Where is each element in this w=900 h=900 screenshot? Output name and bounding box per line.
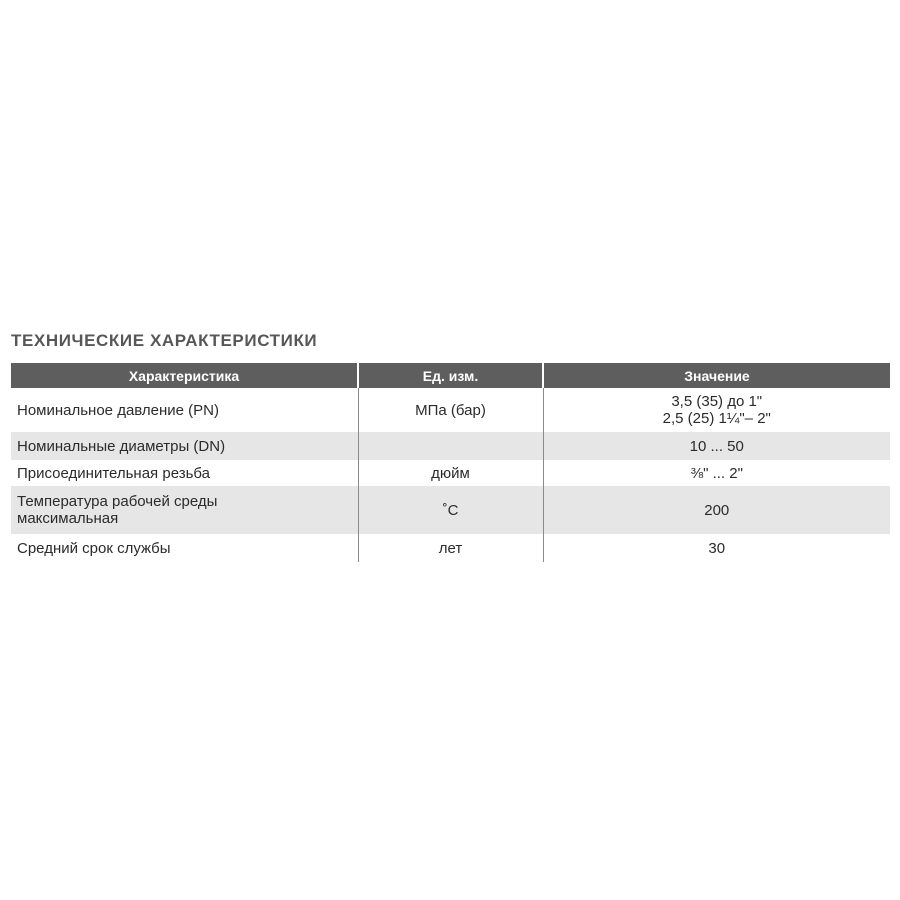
row-name: Присоединительная резьба xyxy=(17,464,210,482)
row-unit xyxy=(358,432,543,460)
header-value: Значение xyxy=(543,363,890,388)
table-row xyxy=(11,486,890,534)
table-header-row xyxy=(11,363,890,388)
table-row xyxy=(11,388,890,432)
section-title: ТЕХНИЧЕСКИЕ ХАРАКТЕРИСТИКИ xyxy=(11,331,318,350)
row-name: Средний срок службы xyxy=(17,539,171,557)
row-value: 30 xyxy=(543,534,890,562)
row-unit: лет xyxy=(358,534,543,562)
row-value: ⅜" ... 2" xyxy=(543,460,890,486)
row-value-line: 2,5 (25) 1¼"– 2" xyxy=(662,410,771,427)
table-row xyxy=(11,460,890,486)
header-characteristic: Характеристика xyxy=(11,363,358,388)
row-name: Номинальные диаметры (DN) xyxy=(11,432,358,460)
row-name-line: максимальная xyxy=(17,510,119,527)
row-value: 200 xyxy=(543,486,890,534)
row-name: Номинальное давление (PN) xyxy=(17,401,220,419)
row-value xyxy=(543,388,890,432)
row-value: 10 ... 50 xyxy=(543,432,890,460)
row-name xyxy=(11,486,358,534)
row-value-line: 3,5 (35) до 1" xyxy=(671,393,763,410)
header-unit: Ед. изм. xyxy=(358,363,543,388)
row-name-line: Температура рабочей среды xyxy=(17,493,218,510)
table-row xyxy=(11,534,890,562)
row-unit: МПа (бар) xyxy=(358,388,543,432)
spec-table xyxy=(11,363,890,562)
row-unit: дюйм xyxy=(358,460,543,486)
table-row xyxy=(11,432,890,460)
row-unit: ˚С xyxy=(358,486,543,534)
